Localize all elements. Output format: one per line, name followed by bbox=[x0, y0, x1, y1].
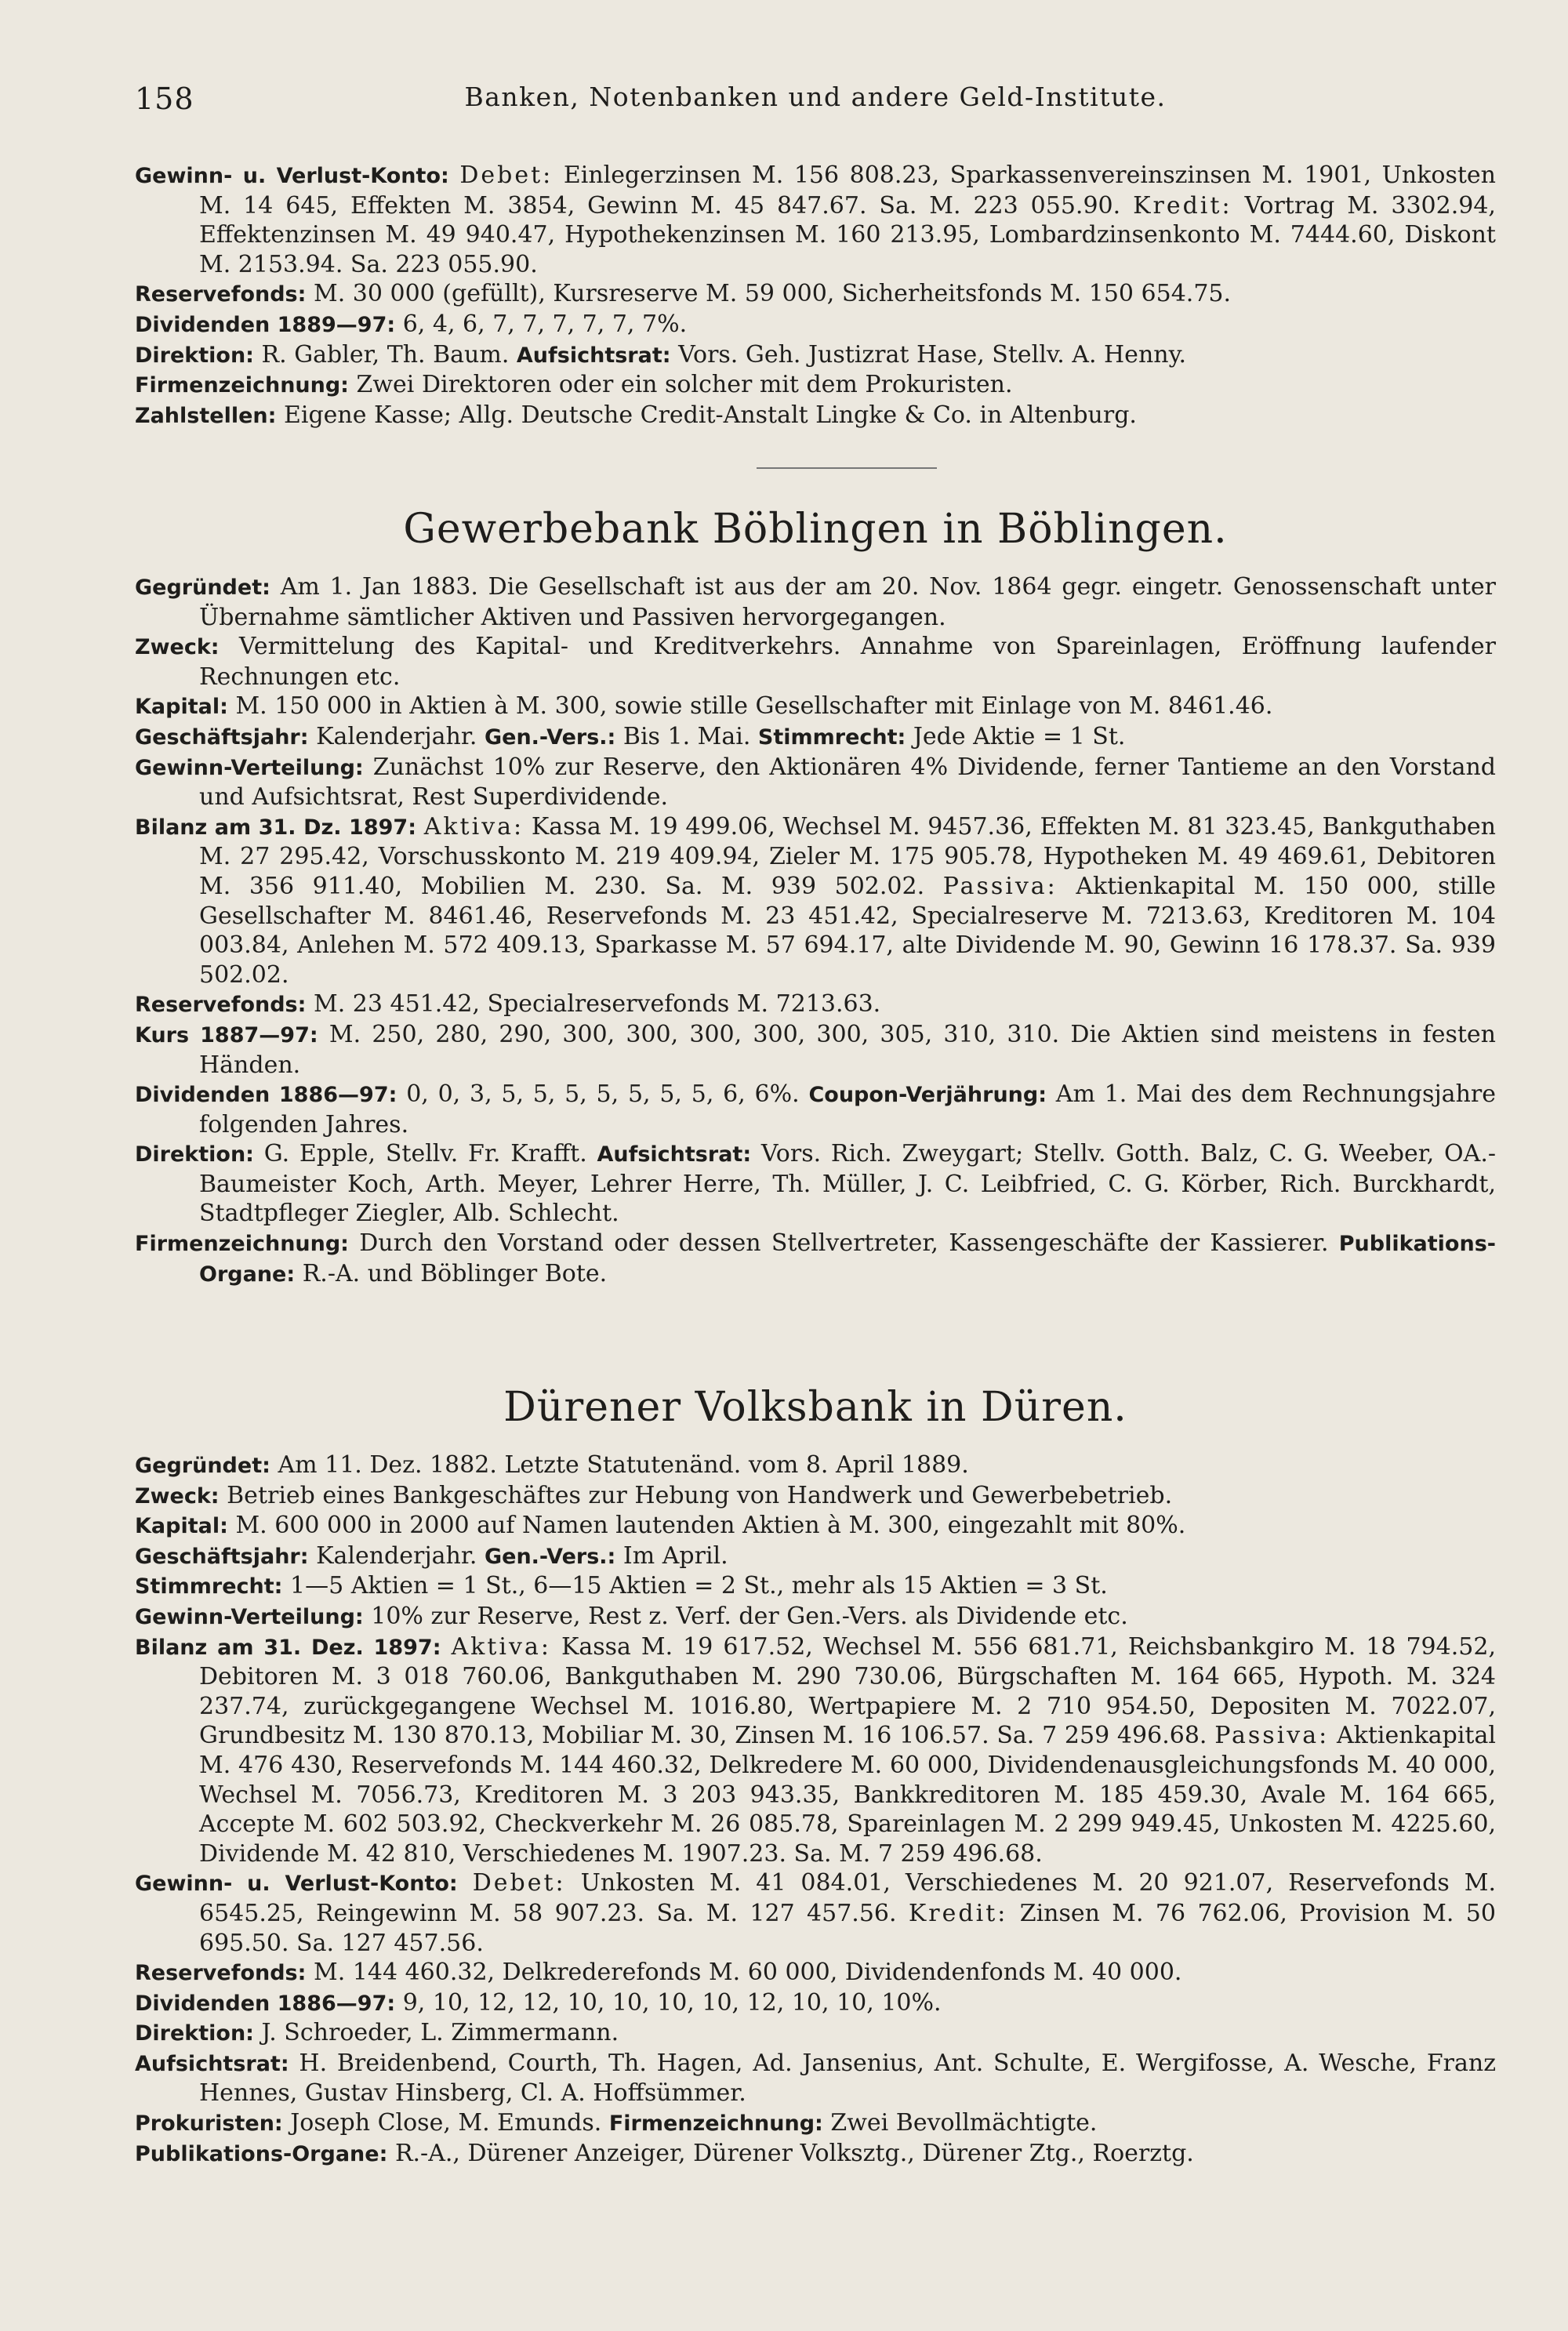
capital: Kapital: M. 600 000 in 2000 auf Namen lautenden Aktien à M. 300, eingezahlt mit 80%. bbox=[135, 1512, 1186, 1540]
profit-distribution: Gewinn-Verteilung: 10% zur Reserve, Rest z. Verf. der Gen.-Vers. als Dividende etc. bbox=[135, 1602, 1128, 1630]
capital: Kapital: M. 150 000 in Aktien à M. 300, sowie stille Gesellschafter mit Einlage von M. 8461.46. bbox=[135, 692, 1273, 721]
founded: Gegründet: Am 11. Dez. 1882. Letzte Statutenänd. vom 8. April 1889. bbox=[135, 1451, 969, 1479]
management: Direktion: J. Schroeder, L. Zimmermann. bbox=[135, 2019, 619, 2047]
reserve-funds: Reservefonds: M. 144 460.32, Delkrederefonds M. 60 000, Dividendenfonds M. 40 000. bbox=[135, 1959, 1182, 1987]
purpose: Zweck: Betrieb eines Bankgeschäftes zur Hebung von Handwerk und Gewerbebetrieb. bbox=[135, 1481, 1173, 1509]
previous-entry-continuation bbox=[135, 161, 1496, 430]
profit-loss-account: Gewinn- u. Verlust-Konto: Debet: Einlegerzinsen M. 156 808.23, Sparkassenvereinszinsen M. 1901, Unkosten M. 14 645, Effekten M. 3854, Gewinn M. 45 847.67. Sa. M. 223 055.90. Kredit: Vortrag M. 3302.94, Effektenzinsen M. 49 940.47, Hypothekenzinsen M. 160 213.95, Lombardzinsenkonto M. 7444.60, Diskont M. 2153.94. Sa. 223 055.90. bbox=[135, 162, 1497, 278]
dividends: Dividenden 1886—97: 9, 10, 12, 12, 10, 10, 10, 10, 12, 10, 10, 10%. bbox=[135, 1988, 942, 2017]
section-boeblingen bbox=[135, 572, 1496, 1289]
dividends: Dividenden 1886—97: 0, 0, 3, 5, 5, 5, 5, 5, 5, 5, 6, 6%. Coupon-Verjährung: Am 1. Mai des dem Rechnungsjahre folgenden Jahres. bbox=[135, 1080, 1496, 1138]
page-number: 158 bbox=[135, 82, 194, 116]
section-dueren bbox=[135, 1451, 1496, 2169]
authorized-officers: Prokuristen: Joseph Close, M. Emunds. Firmenzeichnung: Zwei Bevollmächtigte. bbox=[135, 2109, 1098, 2137]
profit-distribution: Gewinn-Verteilung: Zunächst 10% zur Reserve, den Aktionären 4% Dividende, ferner Tantieme an den Vorstand und Aufsichtsrat, Rest Superdividende. bbox=[135, 753, 1496, 811]
paying-agents: Zahlstellen: Eigene Kasse; Allg. Deutsche Credit-Anstalt Lingke & Co. in Altenburg. bbox=[135, 401, 1137, 429]
running-title: Banken, Notenbanken und andere Geld-Institute. bbox=[464, 82, 1167, 112]
founded: Gegründet: Am 1. Jan 1883. Die Gesellschaft ist aus der am 20. Nov. 1864 gegr. eingetr. Genossenschaft unter Übernahme sämtlicher Aktiven und Passiven hervorgegangen. bbox=[135, 573, 1497, 631]
section-divider bbox=[757, 467, 937, 469]
section-title-dueren: Dürener Volksbank in Düren. bbox=[503, 1384, 1127, 1431]
voting-rights: Stimmrecht: 1—5 Aktien = 1 St., 6—15 Aktien = 2 St., mehr als 15 Aktien = 3 St. bbox=[135, 1572, 1108, 1600]
publication-organs: Publikations-Organe: R.-A., Dürener Anzeiger, Dürener Volksztg., Dürener Ztg., Roerztg. bbox=[135, 2139, 1194, 2167]
balance-sheet: Bilanz am 31. Dez. 1897: Aktiva: Kassa M. 19 617.52, Wechsel M. 556 681.71, Reichsbankgiro M. 18 794.52, Debitoren M. 3 018 760.06, Bankguthaben M. 290 730.06, Bürgschaften M. 164 665, Hypoth. M. 324 237.74, zurückgegangene Wechsel M. 1016.80, Wertpapiere M. 2 710 954.50, Depositen M. 7022.07, Grundbesitz M. 130 870.13, Mobiliar M. 30, Zinsen M. 16 106.57. Sa. 7 259 496.68. Passiva: Aktienkapital M. 476 430, Reservefonds M. 144 460.32, Delkredere M. 60 000, Dividendenausgleichungsfonds M. 40 000, Wechsel M. 7056.73, Kreditoren M. 3 203 943.35, Bankkreditoren M. 185 459.30, Avale M. 164 665, Accepte M. 602 503.92, Checkverkehr M. 26 085.78, Spareinlagen M. 2 299 949.45, Unkosten M. 4225.60, Dividende M. 42 810, Verschiedenes M. 1907.23. Sa. M. 7 259 496.68. bbox=[135, 1632, 1496, 1868]
share-price: Kurs 1887—97: M. 250, 280, 290, 300, 300, 300, 300, 300, 305, 310, 310. Die Aktien sind meistens in festen Händen. bbox=[135, 1020, 1496, 1079]
reserve-funds: Reservefonds: M. 30 000 (gefüllt), Kursreserve M. 59 000, Sicherheitsfonds M. 150 654.75. bbox=[135, 280, 1232, 308]
purpose: Zweck: Vermittelung des Kapital- und Kreditverkehrs. Annahme von Spareinlagen, Eröffnung laufender Rechnungen etc. bbox=[135, 633, 1496, 691]
management: Direktion: R. Gabler, Th. Baum. Aufsichtsrat: Vors. Geh. Justizrat Hase, Stellv. A. Henny. bbox=[135, 340, 1187, 369]
reserve-funds: Reservefonds: M. 23 451.42, Specialreservefonds M. 7213.63. bbox=[135, 990, 881, 1018]
signature-rules: Firmenzeichnung: Durch den Vorstand oder dessen Stellvertreter, Kassengeschäfte der Kassierer. Publikations-Organe: R.-A. und Böblinger Bote. bbox=[135, 1229, 1496, 1287]
balance-sheet: Bilanz am 31. Dz. 1897: Aktiva: Kassa M. 19 499.06, Wechsel M. 9457.36, Effekten M. 81 323.45, Bankguthaben M. 27 295.42, Vorschusskonto M. 219 409.94, Zieler M. 175 905.78, Hypotheken M. 49 469.61, Debitoren M. 356 911.40, Mobilien M. 230. Sa. M. 939 502.02. Passiva: Aktienkapital M. 150 000, stille Gesellschafter M. 8461.46, Reservefonds M. 23 451.42, Specialreserve M. 7213.63, Kreditoren M. 104 003.84, Anlehen M. 572 409.13, Sparkasse M. 57 694.17, alte Dividende M. 90, Gewinn 16 178.37. Sa. 939 502.02. bbox=[135, 812, 1496, 989]
fiscal-year: Geschäftsjahr: Kalenderjahr. Gen.-Vers.: Im April. bbox=[135, 1541, 728, 1570]
dividends: Dividenden 1889—97: 6, 4, 6, 7, 7, 7, 7, 7, 7%. bbox=[135, 310, 688, 338]
fiscal-year: Geschäftsjahr: Kalenderjahr. Gen.-Vers.: Bis 1. Mai. Stimmrecht: Jede Aktie = 1 St. bbox=[135, 722, 1126, 750]
profit-loss-account: Gewinn- u. Verlust-Konto: Debet: Unkosten M. 41 084.01, Verschiedenes M. 20 921.07, Reservefonds M. 6545.25, Reingewinn M. 58 907.23. Sa. M. 127 457.56. Kredit: Zinsen M. 76 762.06, Provision M. 50 695.50. Sa. 127 457.56. bbox=[135, 1869, 1496, 1957]
management: Direktion: G. Epple, Stellv. Fr. Krafft. Aufsichtsrat: Vors. Rich. Zweygart; Stellv. Gotth. Balz, C. G. Weeber, OA.-Baumeister Koch, Arth. Meyer, Lehrer Herre, Th. Müller, J. C. Leibfried, C. G. Körber, Rich. Burckhardt, Stadtpfleger Ziegler, Alb. Schlecht. bbox=[135, 1140, 1496, 1228]
supervisory-board: Aufsichtsrat: H. Breidenbend, Courth, Th. Hagen, Ad. Jansenius, Ant. Schulte, E. Wergifosse, A. Wesche, Franz Hennes, Gustav Hinsberg, Cl. A. Hoffsümmer. bbox=[135, 2049, 1497, 2108]
signature-rules: Firmenzeichnung: Zwei Direktoren oder ein solcher mit dem Prokuristen. bbox=[135, 371, 1013, 399]
section-title-boeblingen: Gewerbebank Böblingen in Böblingen. bbox=[403, 506, 1228, 553]
page-header bbox=[135, 82, 1496, 121]
